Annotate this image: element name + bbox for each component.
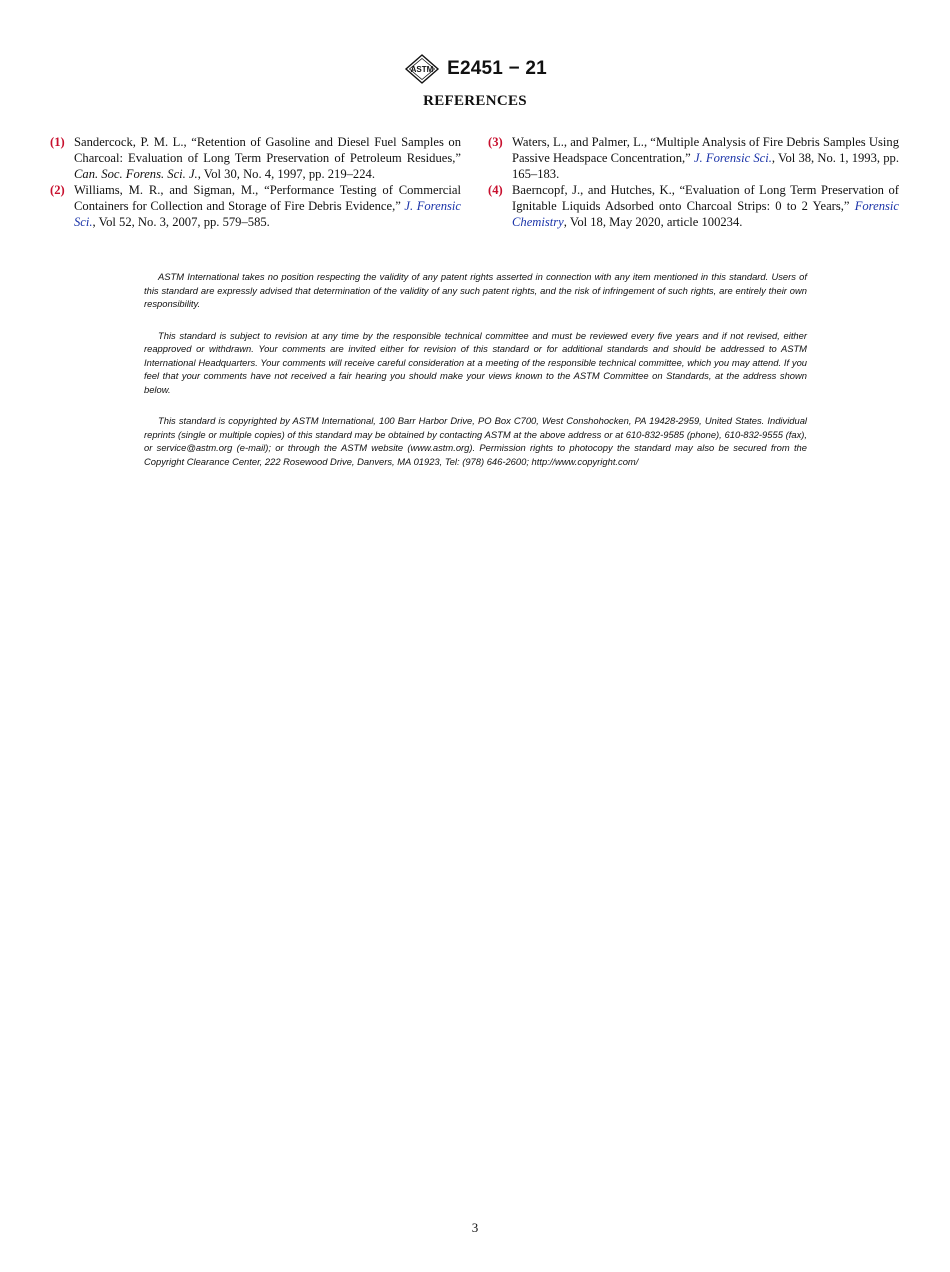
logo-text: ASTM bbox=[410, 65, 434, 74]
reference-citation: Sandercock, P. M. L., “Retention of Gasoline and Diesel Fuel Samples on Charcoal: Evaluation of Long Term Preservation of Petroleum Residues,” bbox=[74, 135, 461, 165]
references-right-column bbox=[488, 134, 899, 230]
copyright-notice: This standard is copyrighted by ASTM International, 100 Barr Harbor Drive, PO Box C700, West Conshohocken, PA 19428-2959, United States. Individual reprints (single or multiple copies) of this standard may be obtained by contacting ASTM at the above address or at 610-832-9585 (phone), 610-832-9555 (fax), or service@astm.org (e-mail); or through the ASTM website (www.astm.org). Permission rights to photocopy the standard may also be secured from the Copyright Clearance Center, 222 Rosewood Drive, Danvers, MA 01923, Tel: (978) 646-2600; http://www.copyright.com/ bbox=[144, 415, 807, 467]
reference-journal: Can. Soc. Forens. Sci. J. bbox=[74, 167, 198, 181]
reference-text bbox=[512, 134, 899, 182]
references-left-column bbox=[50, 134, 461, 230]
reference-number: (2) bbox=[50, 183, 65, 197]
page-number: 3 bbox=[471, 1220, 479, 1235]
reference-number: (4) bbox=[488, 183, 503, 197]
references-heading: REFERENCES bbox=[423, 93, 527, 109]
reference-details: , Vol 38, No. 1, 1993, pp. 165–183. bbox=[512, 151, 899, 181]
reference-item bbox=[488, 182, 899, 230]
reference-text bbox=[74, 182, 461, 230]
reference-journal-link[interactable]: J. Forensic Sci. bbox=[74, 199, 461, 229]
reference-number: (3) bbox=[488, 135, 503, 149]
reference-details: , Vol 18, May 2020, article 100234. bbox=[563, 215, 743, 229]
revision-notice: This standard is subject to revision at any time by the responsible technical committee and must be reviewed every five years and if not revised, either reapproved or withdrawn. Your comments are invited either for revision of this standard or for additional standards and should be addressed to ASTM International Headquarters. Your comments will receive careful consideration at a meeting of the responsible technical committee, which you may attend. If you feel that your comments have not received a fair hearing you should make your views known to the ASTM Committee on Standards, at the address shown below. bbox=[144, 329, 807, 395]
reference-journal-link[interactable]: J. Forensic Sci. bbox=[693, 151, 772, 165]
reference-details: , Vol 52, No. 3, 2007, pp. 579–585. bbox=[92, 215, 270, 229]
reference-citation: Baerncopf, J., and Hutches, K., “Evaluation of Long Term Preservation of Ignitable Liquids Adsorbed onto Charcoal Strips: 0 to 2 Years,” bbox=[512, 183, 899, 213]
reference-text bbox=[512, 182, 899, 230]
patent-notice: ASTM International takes no position respecting the validity of any patent rights asserted in connection with any item mentioned in this standard. Users of this standard are expressly advised that determination of the validity of any such patent rights, and the risk of infringement of such rights, are entirely their own responsibility. bbox=[144, 271, 807, 309]
document-header bbox=[0, 52, 950, 86]
reference-details: , Vol 30, No. 4, 1997, pp. 219–224. bbox=[197, 167, 375, 181]
reference-item bbox=[488, 134, 899, 182]
reference-item bbox=[50, 182, 461, 230]
astm-logo-icon bbox=[403, 53, 441, 85]
reference-number: (1) bbox=[50, 135, 65, 149]
reference-item bbox=[50, 134, 461, 182]
standard-designation: E2451 − 21 bbox=[447, 58, 547, 79]
reference-citation: Williams, M. R., and Sigman, M., “Performance Testing of Commercial Containers for Collection and Storage of Fire Debris Evidence,” bbox=[74, 183, 461, 213]
reference-journal-link[interactable]: Forensic Chemistry bbox=[512, 199, 899, 229]
legal-notices bbox=[144, 270, 807, 486]
reference-text bbox=[74, 134, 461, 182]
reference-citation: Waters, L., and Palmer, L., “Multiple Analysis of Fire Debris Samples Using Passive Headspace Concentration,” bbox=[512, 135, 899, 165]
